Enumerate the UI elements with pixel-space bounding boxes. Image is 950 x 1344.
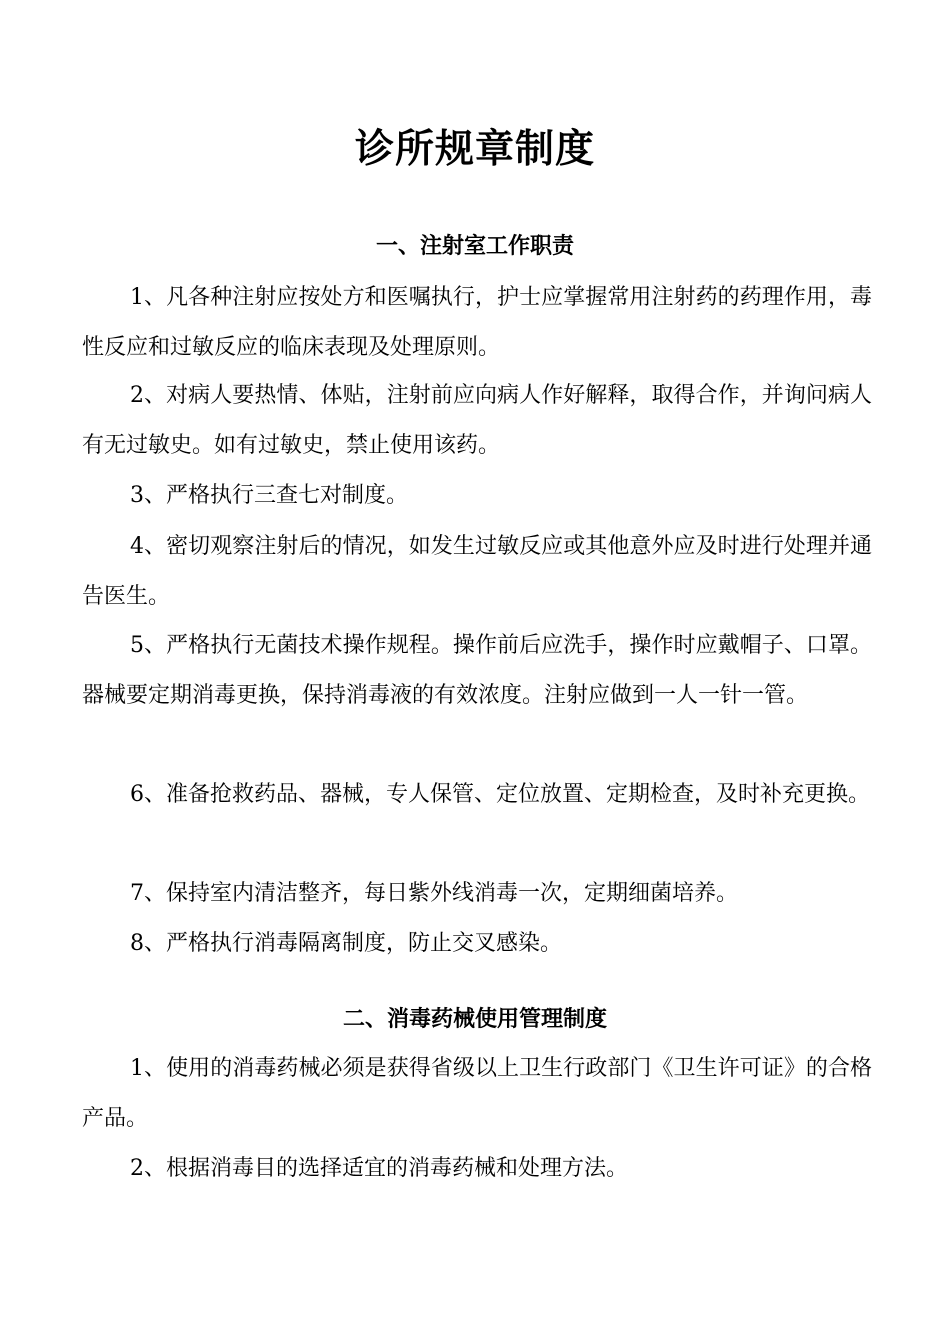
list-item: 8、严格执行消毒隔离制度，防止交叉感染。: [130, 931, 562, 956]
list-item: 2、根据消毒目的选择适宜的消毒药械和处理方法。: [130, 1156, 628, 1181]
list-item: 6、准备抢救药品、器械，专人保管、定位放置、定期检查，及时补充更换。: [130, 782, 870, 807]
list-item: 2、对病人要热情、体贴，注射前应向病人作好解释，取得合作，并询问病人有无过敏史。如有过敏史，禁止使用该药。: [82, 383, 872, 458]
list-item: 3、严格执行三查七对制度。: [130, 483, 408, 508]
list-item: 1、使用的消毒药械必须是获得省级以上卫生行政部门《卫生许可证》的合格产品。: [82, 1056, 872, 1131]
document-title: 诊所规章制度: [354, 127, 595, 172]
list-item: 1、凡各种注射应按处方和医嘱执行，护士应掌握常用注射药的药理作用，毒性反应和过敏反应的临床表现及处理原则。: [82, 285, 872, 360]
section-heading: 一、注射室工作职责: [375, 234, 574, 259]
list-item: 7、保持室内清洁整齐，每日紫外线消毒一次，定期细菌培养。: [130, 881, 738, 906]
list-item: 4、密切观察注射后的情况，如发生过敏反应或其他意外应及时进行处理并通告医生。: [82, 534, 872, 609]
list-item: 5、严格执行无菌技术操作规程。操作前后应洗手，操作时应戴帽子、口罩。器械要定期消毒更换，保持消毒液的有效浓度。注射应做到一人一针一管。: [82, 633, 872, 708]
section-heading: 二、消毒药械使用管理制度: [342, 1007, 607, 1032]
